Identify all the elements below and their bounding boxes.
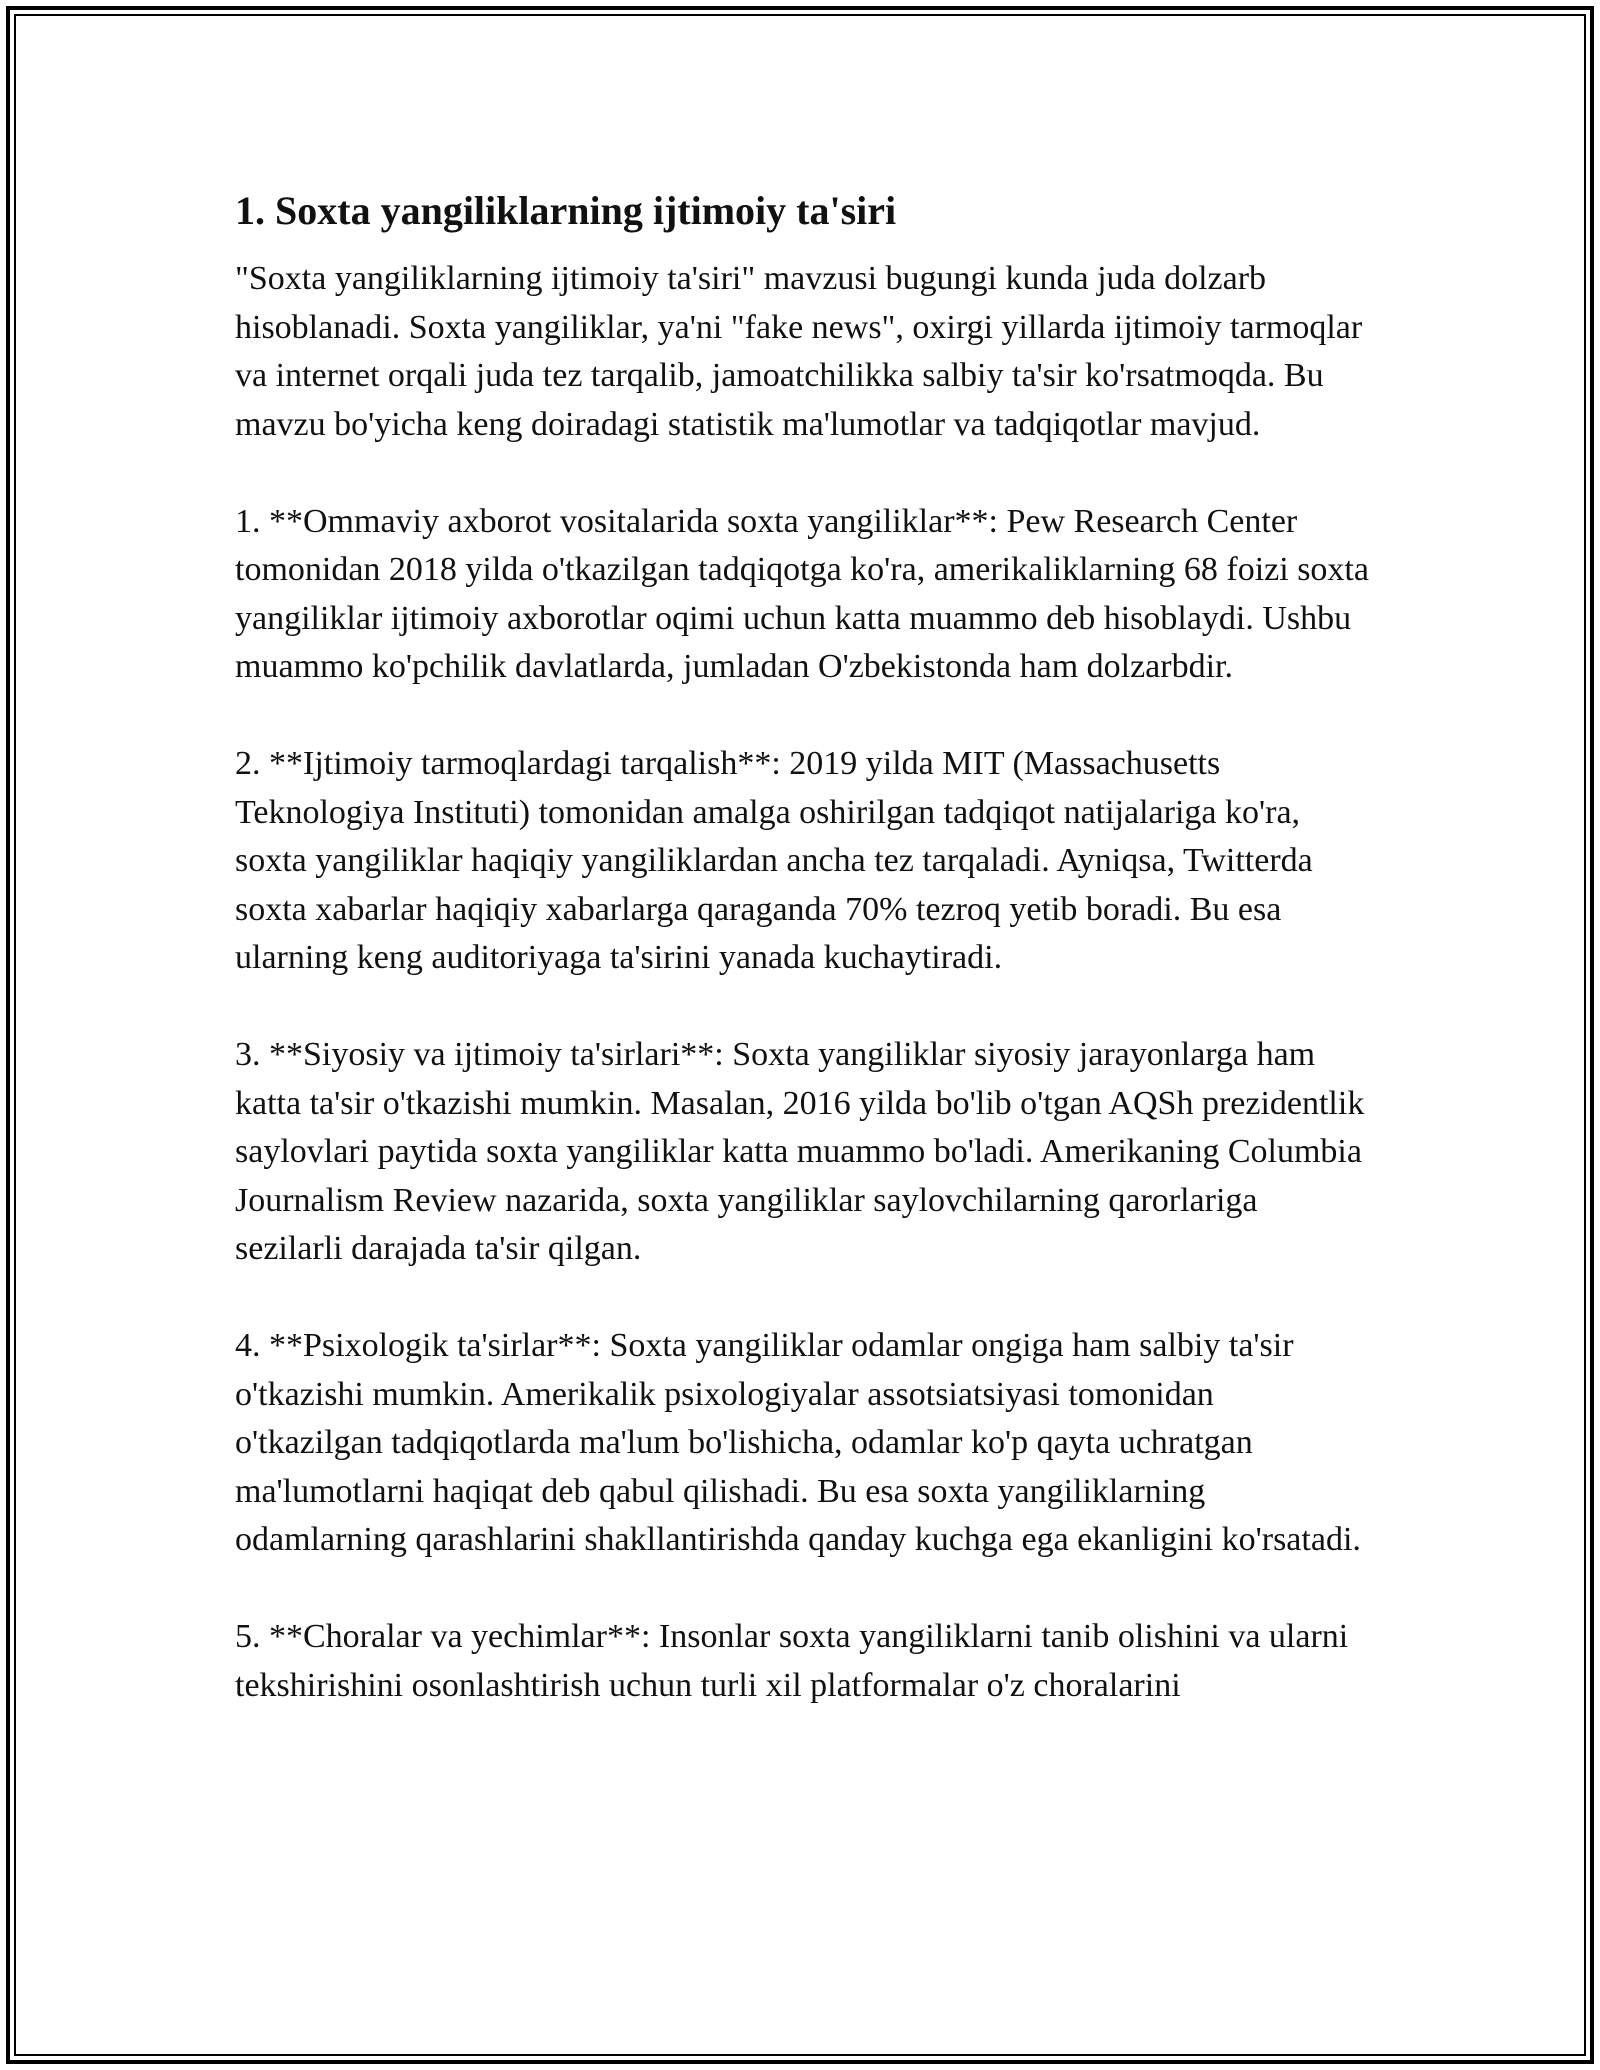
point-4-paragraph: 4. **Psixologik ta'sirlar**: Soxta yangiliklar odamlar ongiga ham salbiy ta'sir o'tkazishi mumkin. Amerikalik psixologiyalar assotsiatsiyasi tomonidan o'tkazilgan tadqiqotlarda ma'lum bo'lishicha, odamlar ko'p qayta uchratgan ma'lumotlarni haqiqat deb qabul qilishadi. Bu esa soxta yangiliklarning odamlarning qarashlarini shakllantirishda qanday kuchga ega ekanligini ko'rsatadi. xyxy=(235,1327,1361,1558)
point-1-paragraph: 1. **Ommaviy axborot vositalarida soxta yangiliklar**: Pew Research Center tomonidan 2018 yilda o'tkazilgan tadqiqotga ko'ra, amerikaliklarning 68 foizi soxta yangiliklar ijtimoiy axborotlar oqimi uchun katta muammo deb hisoblaydi. Ushbu muammo ko'pchilik davlatlarda, jumladan O'zbekistonda ham dolzarbdir. xyxy=(235,502,1369,685)
point-3-paragraph: 3. **Siyosiy va ijtimoiy ta'sirlari**: Soxta yangiliklar siyosiy jarayonlarga ham katta ta'sir o'tkazishi mumkin. Masalan, 2016 yilda bo'lib o'tgan AQSh prezidentlik saylovlari paytida soxta yangiliklar katta muammo bo'ladi. Amerikaning Columbia Journalism Review nazarida, soxta yangiliklar saylovchilarning qarorlariga sezilarli darajada ta'sir qilgan. xyxy=(235,1036,1365,1267)
intro-paragraph: "Soxta yangiliklarning ijtimoiy ta'siri" mavzusi bugungi kunda juda dolzarb hisoblanadi. Soxta yangiliklar, ya'ni "fake news", oxirgi yillarda ijtimoiy tarmoqlar va internet orqali juda tez tarqalib, jamoatchilikka salbiy ta'sir ko'rsatmoqda. Bu mavzu bo'yicha keng doiradagi statistik ma'lumotlar va tadqiqotlar mavjud. xyxy=(235,260,1363,443)
point-5-paragraph: 5. **Choralar va yechimlar**: Insonlar soxta yangiliklarni tanib olishini va ularni tekshirishini osonlashtirish uchun turli xil platformalar o'z choralarini xyxy=(235,1618,1349,1704)
document-body xyxy=(235,185,1370,1759)
section-heading: 1. Soxta yangiliklarning ijtimoiy ta'siri xyxy=(235,188,897,233)
point-2-paragraph: 2. **Ijtimoiy tarmoqlardagi tarqalish**: 2019 yilda MIT (Massachusetts Teknologiya Instituti) tomonidan amalga oshirilgan tadqiqot natijalariga ko'ra, soxta yangiliklar haqiqiy yangiliklardan ancha tez tarqaladi. Ayniqsa, Twitterda soxta xabarlar haqiqiy xabarlarga qaraganda 70% tezroq yetib boradi. Bu esa ularning keng auditoriyaga ta'sirini yanada kuchaytiradi. xyxy=(235,745,1313,976)
